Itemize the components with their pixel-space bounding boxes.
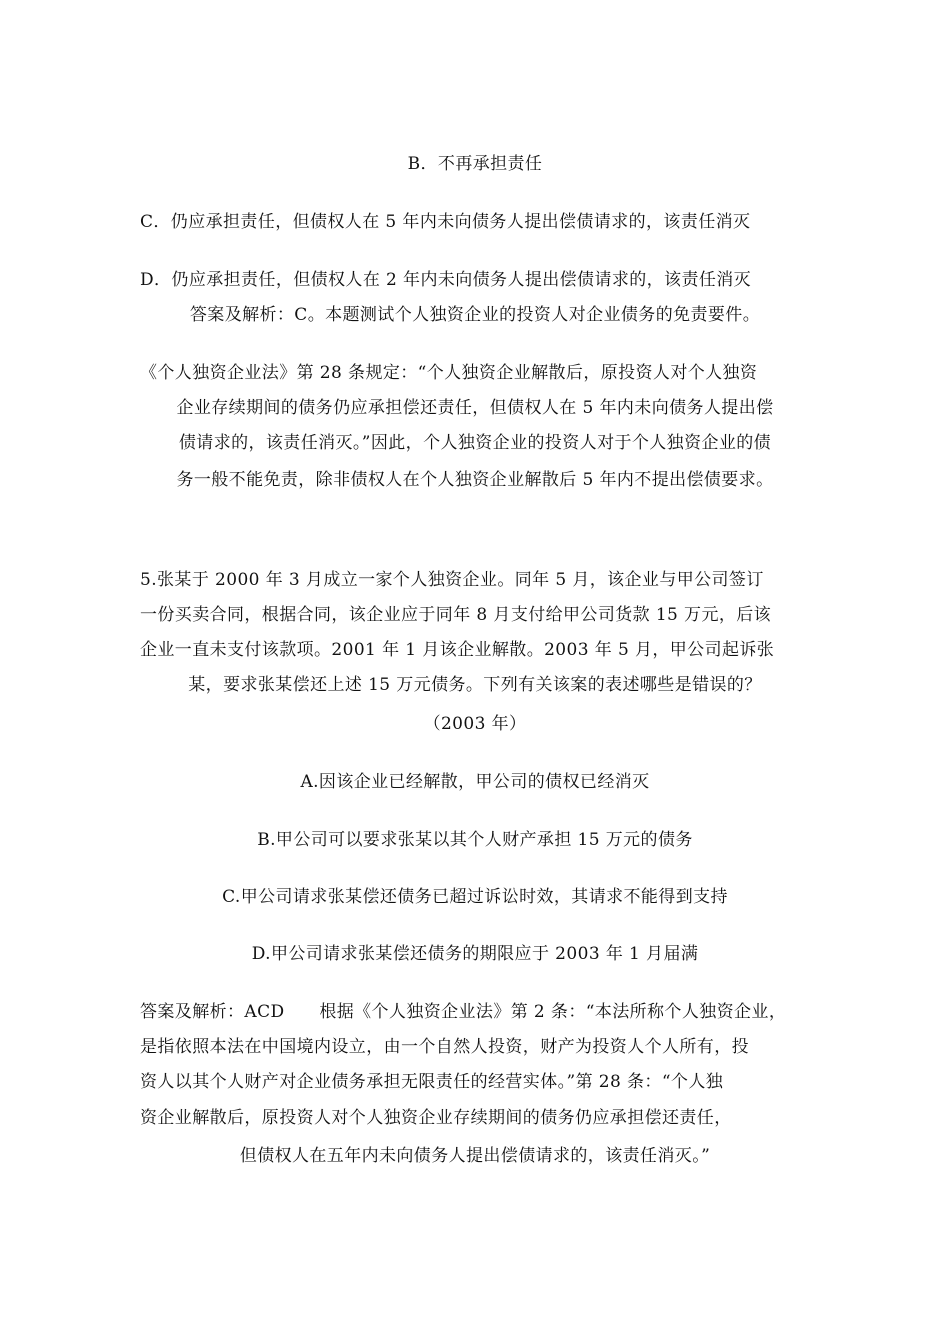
q5-stem-line-3: 企业一直未支付该款项。2001 年 1 月该企业解散。2003 年 5 月，甲公司起诉张 [140, 640, 775, 660]
q4-answer-line-1: 答案及解析：C。本题测试个人独资企业的投资人对企业债务的免责要件。 [189, 305, 761, 325]
q4-answer-line-2: 《个人独资企业法》第 28 条规定：“个人独资企业解散后，原投资人对个人独资 [140, 363, 758, 383]
q5-option-a: A.因该企业已经解散，甲公司的债权已经消灭 [300, 772, 650, 792]
q4-answer-line-4: 债请求的，该责任消灭。”因此，个人独资企业的投资人对于个人独资企业的债 [178, 433, 772, 453]
q4-option-d: D．仍应承担责任，但债权人在 2 年内未向债务人提出偿债请求的，该责任消灭 [140, 270, 752, 290]
q5-stem-year: （2003 年） [423, 714, 527, 734]
q4-option-b: B．不再承担责任 [407, 154, 543, 174]
q4-answer-line-3: 企业存续期间的债务仍应承担偿还责任，但债权人在 5 年内未向债务人提出偿 [176, 398, 774, 418]
q5-answer-line-2: 是指依照本法在中国境内设立，由一个自然人投资，财产为投资人个人所有，投 [140, 1037, 749, 1057]
q5-stem-line-1: 5.张某于 2000 年 3 月成立一家个人独资企业。同年 5 月，该企业与甲公司签订 [140, 570, 764, 590]
q5-option-c: C.甲公司请求张某偿还债务已超过诉讼时效，其请求不能得到支持 [222, 887, 728, 907]
q5-answer-line-4: 资企业解散后，原投资人对个人独资企业存续期间的债务仍应承担偿还责任， [140, 1108, 732, 1128]
q4-answer-line-5: 务一般不能免责，除非债权人在个人独资企业解散后 5 年内不提出偿债要求。 [176, 470, 774, 490]
q5-option-d: D.甲公司请求张某偿还债务的期限应于 2003 年 1 月届满 [251, 944, 699, 964]
q5-stem-line-2: 一份买卖合同，根据合同，该企业应于同年 8 月支付给甲公司货款 15 万元，后该 [140, 605, 772, 625]
q5-answer-line-5: 但债权人在五年内未向债务人提出偿债请求的，该责任消灭。” [239, 1146, 711, 1166]
q5-stem-line-4: 某，要求张某偿还上述 15 万元债务。下列有关该案的表述哪些是错误的？ [188, 675, 762, 695]
q4-option-c: C．仍应承担责任，但债权人在 5 年内未向债务人提出偿债请求的，该责任消灭 [140, 212, 751, 232]
q5-answer-line-3: 资人以其个人财产对企业债务承担无限责任的经营实体。”第 28 条：“个人独 [140, 1072, 724, 1092]
q5-answer-line-1: 答案及解析：ACD 根据《个人独资企业法》第 2 条：“本法所称个人独资企业， [140, 1002, 787, 1022]
q5-option-b: B.甲公司可以要求张某以其个人财产承担 15 万元的债务 [257, 830, 693, 850]
